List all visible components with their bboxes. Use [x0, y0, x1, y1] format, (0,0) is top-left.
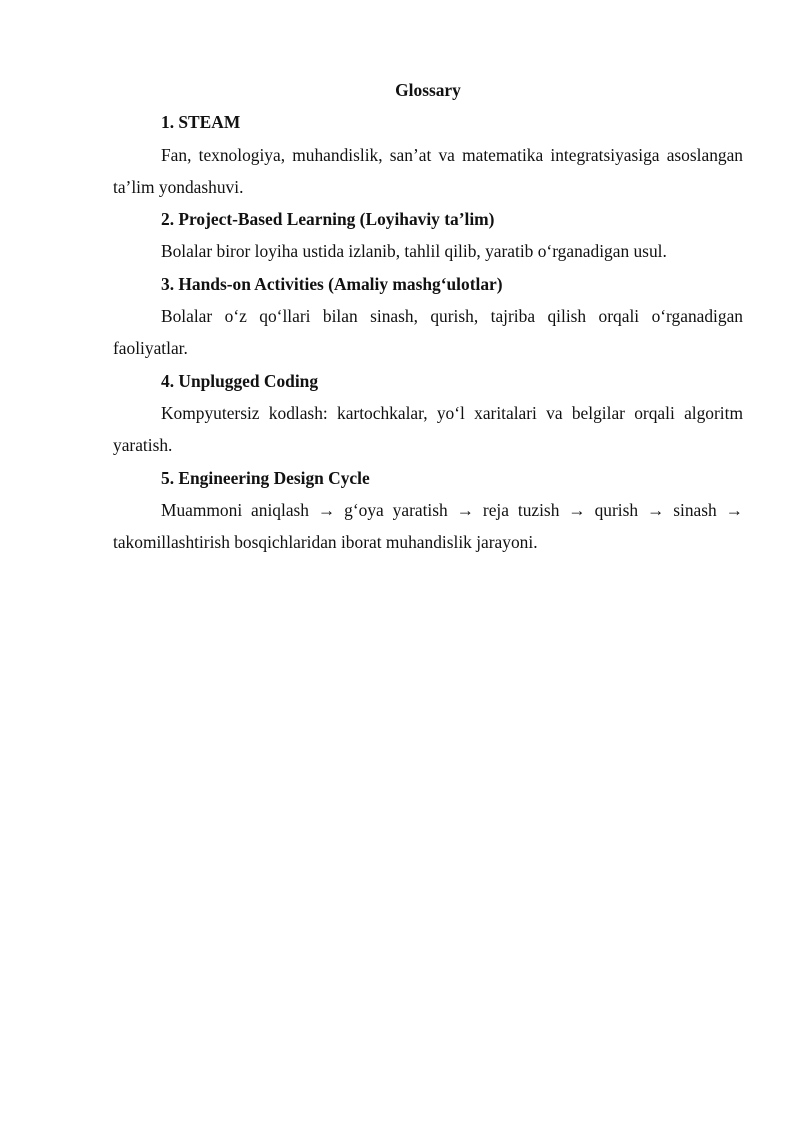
glossary-term: 2. Project-Based Learning (Loyihaviy ta’lim): [161, 209, 495, 230]
glossary-term: 4. Unplugged Coding: [161, 370, 319, 391]
glossary-definition: Kompyutersiz kodlash: kartochkalar, yo‘l xaritalari va belgilar orqali algoritm yaratish.: [113, 402, 743, 456]
glossary-term: 5. Engineering Design Cycle: [161, 467, 370, 488]
glossary-definition: Muammoni aniqlash → g‘oya yaratish → reja tuzish → qurish → sinash → takomillashtirish bosqichlaridan iborat muhandislik jarayoni.: [113, 499, 743, 553]
document-body: [113, 74, 743, 558]
glossary-definition: Bolalar biror loyiha ustida izlanib, tahlil qilib, yaratib o‘rganadigan usul.: [161, 241, 667, 262]
page-title: Glossary: [395, 80, 461, 100]
glossary-definition: Fan, texnologiya, muhandislik, san’at va matematika integratsiyasiga asoslangan ta’lim yondashuvi.: [113, 144, 743, 197]
glossary-term: 3. Hands-on Activities (Amaliy mashg‘ulotlar): [161, 273, 503, 294]
glossary-definition: Bolalar o‘z qo‘llari bilan sinash, qurish, tajriba qilish orqali o‘rganadigan faoliyatlar.: [113, 306, 743, 359]
glossary-term: 1. STEAM: [161, 112, 241, 133]
